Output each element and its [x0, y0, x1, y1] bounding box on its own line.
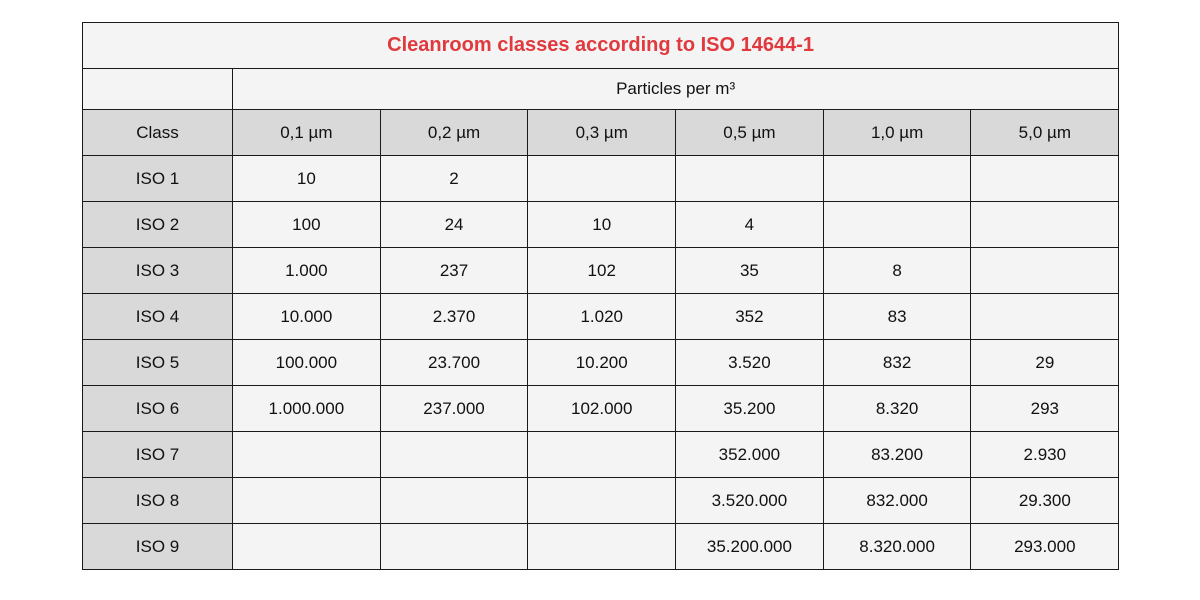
value-cell [676, 156, 824, 202]
value-cell [528, 156, 676, 202]
column-header-1-0um: 1,0 µm [823, 110, 971, 156]
class-cell: ISO 2 [83, 202, 233, 248]
value-cell [528, 432, 676, 478]
value-cell: 8.320 [823, 386, 971, 432]
value-cell [380, 432, 528, 478]
table-row-iso-8 [83, 478, 1119, 524]
value-cell: 102 [528, 248, 676, 294]
value-cell: 2 [380, 156, 528, 202]
value-cell [823, 202, 971, 248]
value-cell: 1.020 [528, 294, 676, 340]
class-cell: ISO 4 [83, 294, 233, 340]
value-cell: 8 [823, 248, 971, 294]
title-row [83, 23, 1119, 69]
value-cell [380, 478, 528, 524]
class-cell: ISO 6 [83, 386, 233, 432]
value-cell: 100 [233, 202, 381, 248]
table-row-iso-6 [83, 386, 1119, 432]
value-cell [971, 202, 1119, 248]
value-cell: 1.000.000 [233, 386, 381, 432]
value-cell: 8.320.000 [823, 524, 971, 570]
value-cell: 83 [823, 294, 971, 340]
value-cell: 83.200 [823, 432, 971, 478]
value-cell: 832 [823, 340, 971, 386]
column-header-0-1um: 0,1 µm [233, 110, 381, 156]
value-cell: 3.520 [676, 340, 824, 386]
cleanroom-classes-table [82, 22, 1119, 570]
table-row-iso-9 [83, 524, 1119, 570]
value-cell [380, 524, 528, 570]
column-header-0-3um: 0,3 µm [528, 110, 676, 156]
value-cell: 35 [676, 248, 824, 294]
table-row-iso-5 [83, 340, 1119, 386]
class-column-header: Class [83, 110, 233, 156]
table-title: Cleanroom classes according to ISO 14644-1 [83, 23, 1119, 69]
value-cell: 29 [971, 340, 1119, 386]
column-header-0-5um: 0,5 µm [676, 110, 824, 156]
column-header-row [83, 110, 1119, 156]
value-cell [528, 524, 676, 570]
value-cell: 3.520.000 [676, 478, 824, 524]
class-cell: ISO 8 [83, 478, 233, 524]
value-cell: 10 [528, 202, 676, 248]
class-cell: ISO 7 [83, 432, 233, 478]
value-cell: 102.000 [528, 386, 676, 432]
value-cell [233, 432, 381, 478]
table-row-iso-7 [83, 432, 1119, 478]
particles-per-m3-header: Particles per m³ [233, 69, 1119, 110]
value-cell: 23.700 [380, 340, 528, 386]
value-cell: 100.000 [233, 340, 381, 386]
value-cell: 35.200 [676, 386, 824, 432]
value-cell: 10.000 [233, 294, 381, 340]
value-cell: 1.000 [233, 248, 381, 294]
column-header-5-0um: 5,0 µm [971, 110, 1119, 156]
value-cell: 10 [233, 156, 381, 202]
value-cell: 10.200 [528, 340, 676, 386]
value-cell: 293 [971, 386, 1119, 432]
table-row-iso-2 [83, 202, 1119, 248]
value-cell [971, 156, 1119, 202]
value-cell: 2.370 [380, 294, 528, 340]
value-cell: 352 [676, 294, 824, 340]
value-cell: 29.300 [971, 478, 1119, 524]
column-header-0-2um: 0,2 µm [380, 110, 528, 156]
value-cell: 24 [380, 202, 528, 248]
value-cell [528, 478, 676, 524]
table-row-iso-3 [83, 248, 1119, 294]
value-cell: 293.000 [971, 524, 1119, 570]
table-row-iso-1 [83, 156, 1119, 202]
value-cell: 2.930 [971, 432, 1119, 478]
value-cell: 832.000 [823, 478, 971, 524]
value-cell: 4 [676, 202, 824, 248]
value-cell [971, 248, 1119, 294]
class-cell: ISO 5 [83, 340, 233, 386]
class-cell: ISO 1 [83, 156, 233, 202]
value-cell [823, 156, 971, 202]
value-cell: 35.200.000 [676, 524, 824, 570]
value-cell [233, 478, 381, 524]
value-cell [233, 524, 381, 570]
empty-corner-cell [83, 69, 233, 110]
class-cell: ISO 3 [83, 248, 233, 294]
value-cell: 237 [380, 248, 528, 294]
class-cell: ISO 9 [83, 524, 233, 570]
value-cell: 352.000 [676, 432, 824, 478]
value-cell: 237.000 [380, 386, 528, 432]
group-header-row [83, 69, 1119, 110]
table-row-iso-4 [83, 294, 1119, 340]
value-cell [971, 294, 1119, 340]
